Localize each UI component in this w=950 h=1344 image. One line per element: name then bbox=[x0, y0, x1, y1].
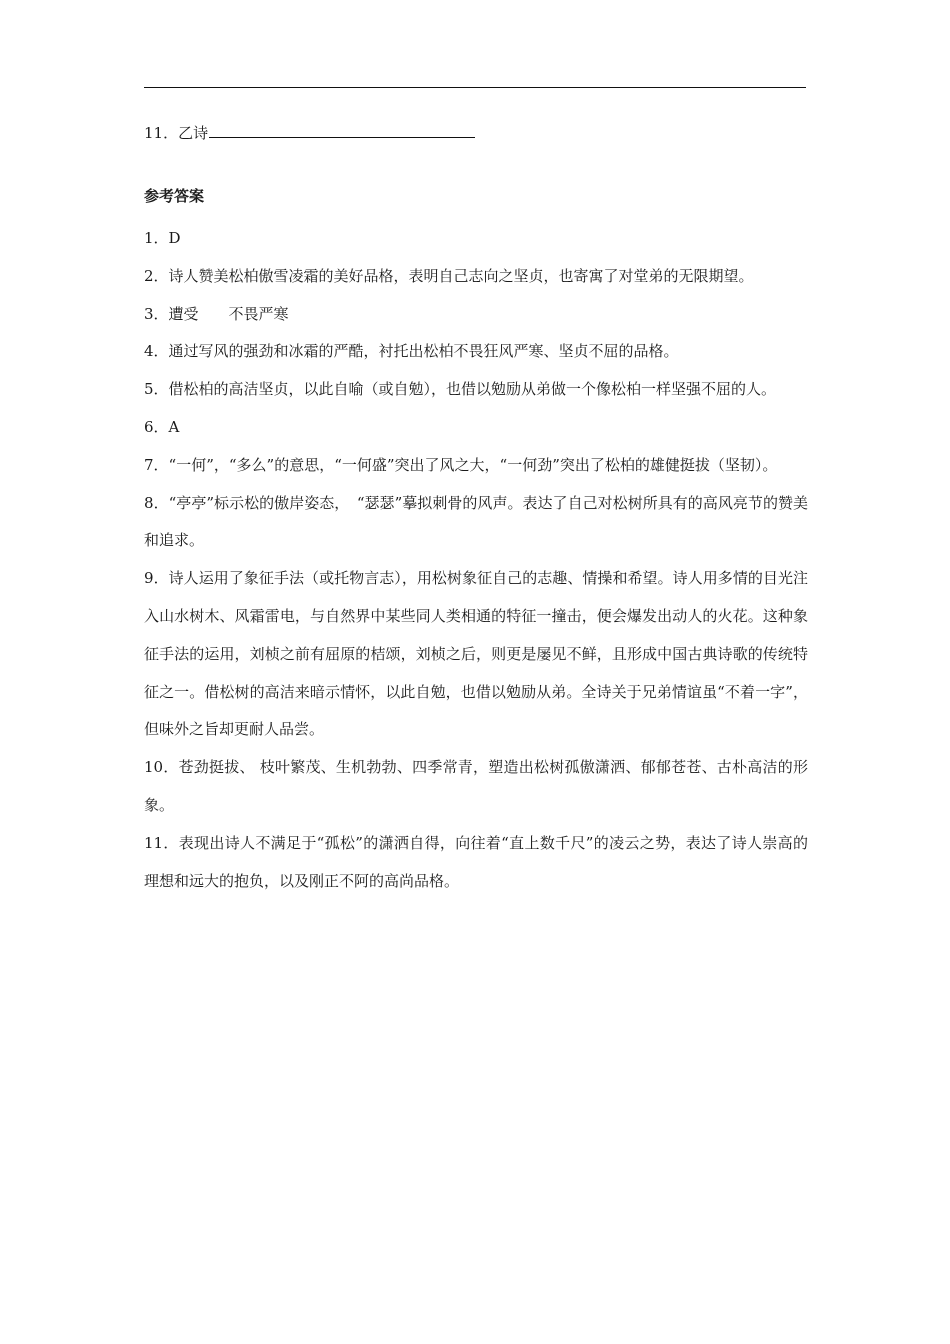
answer-number: 1． bbox=[144, 229, 169, 247]
answer-number: 7． bbox=[144, 455, 169, 474]
answer-text: D bbox=[168, 229, 181, 247]
answer-item bbox=[144, 220, 808, 258]
answer-number: 11． bbox=[144, 833, 179, 852]
answer-item bbox=[144, 333, 808, 371]
answer-number: 10． bbox=[144, 758, 179, 777]
answer-item bbox=[144, 825, 808, 901]
answer-text: A bbox=[168, 417, 180, 436]
answer-number: 5． bbox=[144, 380, 169, 399]
answer-number: 6． bbox=[144, 417, 169, 436]
answer-item bbox=[144, 371, 808, 409]
answer-text: “亭亭”标示松的傲岸姿态， “瑟瑟”摹拟刺骨的风声。表达了自己对松树所具有的高风亮节的赞美和追求。 bbox=[144, 493, 808, 550]
answer-text: 表现出诗人不满足于“孤松”的潇洒自得，向往着“直上数千尺”的凌云之势，表达了诗人崇高的理想和远大的抱负，以及刚正不阿的高尚品格。 bbox=[144, 833, 808, 890]
answer-item bbox=[144, 409, 808, 447]
answer-number: 8． bbox=[144, 493, 169, 512]
answer-text: 苍劲挺拔、 枝叶繁茂、生机勃勃、四季常青，塑造出松树孤傲潇洒、郁郁苍苍、古朴高洁的形象。 bbox=[144, 758, 808, 814]
answer-item bbox=[144, 447, 808, 485]
answer-text: 借松柏的高洁坚贞，以此自喻（或自勉），也借以勉励从弟做一个像松柏一样坚强不屈的人。 bbox=[168, 380, 777, 399]
question-label: 乙诗 bbox=[178, 124, 209, 142]
question-number: 11． bbox=[144, 124, 179, 142]
answer-item bbox=[144, 560, 808, 749]
answer-item bbox=[144, 296, 808, 334]
answer-number: 4． bbox=[144, 342, 169, 361]
top-divider bbox=[144, 87, 806, 88]
answer-item bbox=[144, 258, 808, 296]
answer-list bbox=[144, 220, 808, 900]
answer-text: 遭受 不畏严寒 bbox=[168, 304, 289, 323]
answer-item bbox=[144, 749, 808, 825]
answer-number: 3． bbox=[144, 304, 169, 323]
question-11 bbox=[144, 119, 475, 146]
answer-text: 诗人赞美松柏傲雪凌霜的美好品格，表明自己志向之坚贞，也寄寓了对堂弟的无限期望。 bbox=[168, 266, 754, 285]
answer-blank bbox=[209, 119, 475, 138]
answer-number: 2． bbox=[144, 266, 169, 285]
answer-text: 通过写风的强劲和冰霜的严酷，衬托出松柏不畏狂风严寒、坚贞不屈的品格。 bbox=[168, 342, 679, 361]
answer-heading: 参考答案 bbox=[144, 187, 205, 205]
answer-text: 诗人运用了象征手法（或托物言志），用松树象征自己的志趣、情操和希望。诗人用多情的目光注入山水树木、风霜雷电，与自然界中某些同人类相通的特征一撞击，便会爆发出动人的火花。这种象征手法的运用，刘桢之前有屈原的桔颂，刘桢之后，则更是屡见不鲜，且形成中国古典诗歌的传统特征之一。借松树的高洁来暗示情怀，以此自勉，也借以勉励从弟。全诗关于兄弟情谊虽“不着一字”，但味外之旨却更耐人品尝。 bbox=[144, 569, 808, 739]
answer-number: 9． bbox=[144, 569, 169, 588]
answer-item bbox=[144, 485, 808, 561]
answer-text: “一何”，“多么”的意思，“一何盛”突出了风之大，“一何劲”突出了松柏的雄健挺拔（坚韧）。 bbox=[168, 455, 778, 474]
